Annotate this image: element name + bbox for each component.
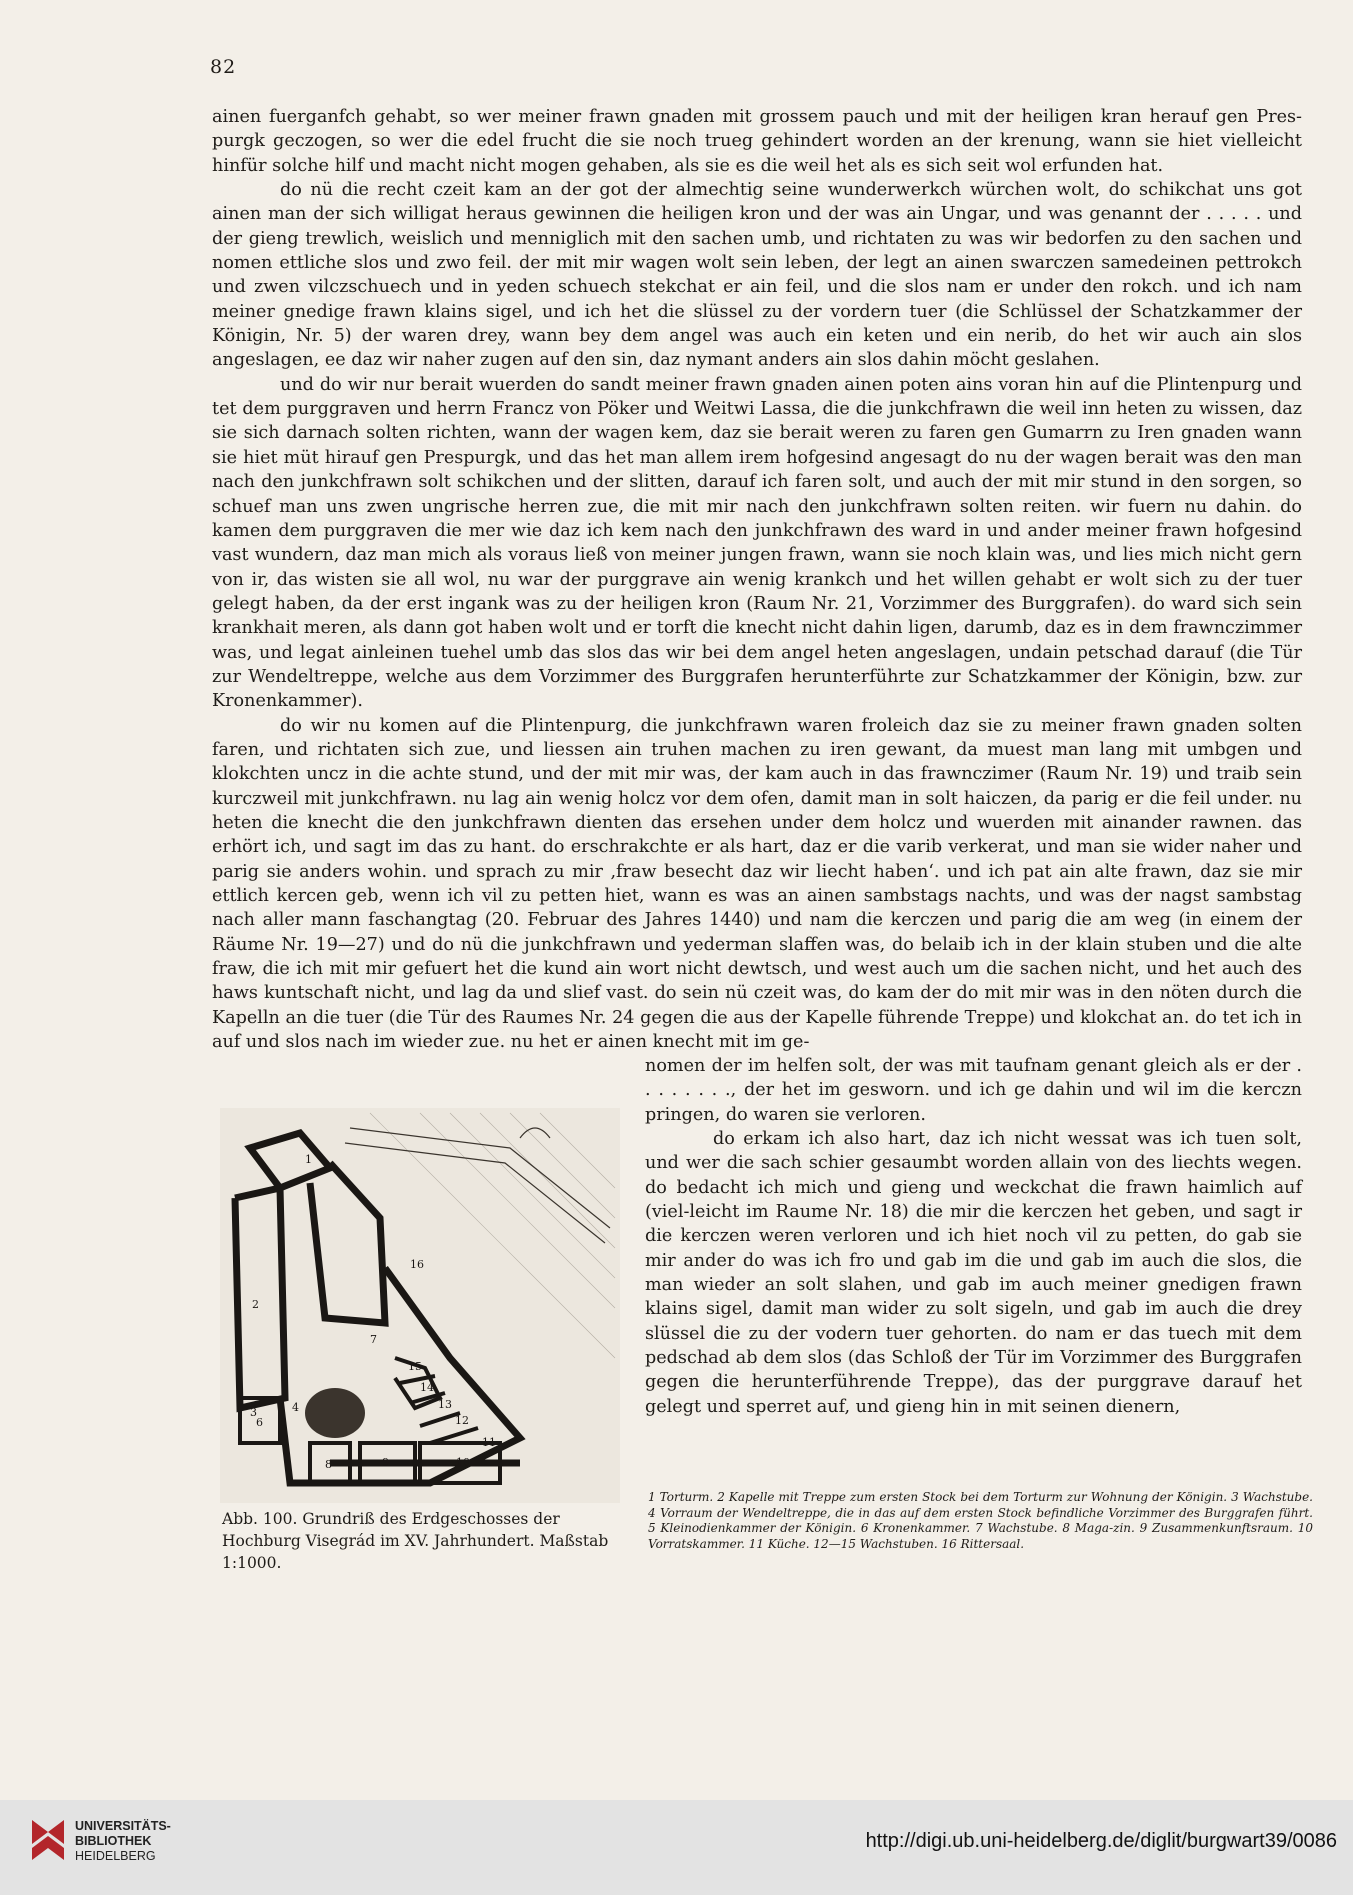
paragraph-3: und do wir nur berait wuerden do sandt meiner frawn gnaden ainen poten ains voran hin auf die Plintenpurg und tet dem purggraven und herrn Francz von Pöker und Weitwi Lassa, die die junkchfrawn die weil inn heten zu wissen, daz sie sich darnach solten richten, wann der wagen kem, daz sie berait weren zu faren gen Gumarrn zu Iren gnaden wann sie hiet müt hirauf gen Prespurgk, und das het man allem irem hofgesind angesagt do nu der wagen berait was den man nach den junkchfrawn solt schikchen und der slitten, darauf ich faren solt, und auch der mit mir stund in den sorgen, so schuef man uns zwen ungrische herren zue, die mit mir nach den junkchfrawn solten reiten. wir fuern nu dahin. do kamen dem purggraven die mer wie daz ich kem nach den junkchfrawn des ward in und ander meiner frawn hofgesind vast wundern, daz man mich als voraus ließ von meiner jungen frawn, wann sie noch klain was, und lies mich nicht gern von ir, das wisten sie all wol, nu war der purggrave ain wenig krankch und het willen gehabt er wolt sich zu der tuer gelegt haben, da der erst ingank was zu der heiligen kron (Raum Nr. 21, Vorzimmer des Burggrafen). do ward sich sein krankhait meren, als dann got haben wolt und er torft die knecht nicht dahin ligen, darumb, daz es in dem frawnczimmer was, und legat ainleinen tuehel umb das slos das wir bei dem angel heten angeslagen, undain petschad darauf (die Tür zur Wendeltreppe, welche aus dem Vorzimmer des Burggrafen herunterführte zur Schatzkammer der Königin, bzw. zur Kronenkammer).: [212, 374, 1302, 712]
room-label-15: 15: [408, 1360, 422, 1373]
footer-bar: [0, 1800, 1353, 1895]
room-label-2: 2: [252, 1298, 259, 1311]
page-number: 82: [210, 56, 237, 78]
room-label-5: 5: [280, 1416, 287, 1429]
right-paragraph-1: nomen der im helfen solt, der was mit taufnam genant gleich als er der . . . . . . . ., der het im gesworn. und ich ge dahin und wil im die kerczn pringen, do waren sie verloren.: [645, 1056, 1302, 1125]
right-paragraph-2: do erkam ich also hart, daz ich nicht wessat was ich tuen solt, und wer die sach schier gesaumbt worden allain von des liechts wegen. do bedacht ich mich und gieng und weckchat die frawn haimlich auf (viel-leicht im Raume Nr. 18) die mir die kerczen het geben, und sagt ir die kerczen weren verloren und ich hiet noch vil zu petten, do gab sie mir ander do was ich fro und gab im die und gab im auch die slos, die man wieder an solt slahen, und gab im auch meiner gnedigen frawn klains sigel, damit man wider zu solt sigeln, und gab im auch die drey slüssel die zu der vodern tuer gehorten. do nam er das tuech mit dem pedschad ab dem slos (das Schloß der Tür im Vorzimmer des Burggrafen gegen die herunterführende Treppe), das der purggrave darauf het gelegt und sperret auf, und gieng hin in mit seinen dienern,: [645, 1129, 1302, 1417]
room-label-16: 16: [410, 1258, 424, 1271]
room-label-3: 3: [250, 1406, 257, 1419]
library-name: [75, 1819, 171, 1864]
library-name-line-3: HEIDELBERG: [75, 1849, 156, 1863]
room-label-1: 1: [305, 1153, 312, 1166]
paragraph-2: do nü die recht czeit kam an der got der almechtig seine wunderwerkch würchen wolt, do schikchat uns got ainen man der sich willigat heraus gewinnen die heiligen kron und der was ain Ungar, und was genannt der . . . . . und der gieng trewlich, weislich und menniglich mit den sachen umb, und richtaten zu was wir bedorfen zu den sachen und nomen ettliche slos und zwo feil. der mit mir wagen wolt sein leben, der legt an ainen swarczen samedeinen pettrokch und zwen vilczschuech und in yeden schuech stekchat er ain feil, und die slos nam er under den rokch. und ich nam meiner gnedige frawn klains sigel, und ich het die slüssel zu der vordern tuer (die Schlüssel der Schatzkammer der Königin, Nr. 5) der waren drey, wann bey dem angel was auch ein keten und ein nerib, do het wir auch ain slos angeslagen, ee daz wir naher zugen auf den sin, daz nymant anders ain slos dahin möcht geslahen.: [212, 180, 1302, 371]
room-label-13: 13: [438, 1398, 452, 1411]
paragraph-4: do wir nu komen auf die Plintenpurg, die junkchfrawn waren froleich daz sie zu meiner frawn gnaden solten faren, und richtaten sich zue, und liessen ain truhen machen zu iren gewant, da muest man lang mit umbgen und klokchten uncz in die achte stund, und der mit mir was, der kam auch in das frawnczimer (Raum Nr. 19) und traib sein kurczweil mit junkchfrawn. nu lag ain wenig holcz vor dem ofen, damit man in solt haiczen, da parig er die feil under. nu heten die knecht die den junkchfrawn dienten das ersehen under dem holcz und wuerden mit ainander rawnen. das erhört ich, und sagt im das zu hant. do erschrakchte er als hart, daz er die varib verkerat, und man sie wider naher und parig sie anders wohin. und sprach zu mir ‚fraw besecht daz wir liecht haben‘. und ich pat ain alte frawn, daz sie mir ettlich kercen geb, wenn ich vil zu petten hiet, wann es was an ainen sambstags nachts, und was der nagst sambstag nach aller mann faschangtag (20. Februar des Jahres 1440) und nam die kerczen und parig die am weg (in einem der Räume Nr. 19—27) und do nü die junkchfrawn und yederman slaffen was, do belaib ich in der klain stuben und die alte fraw, die ich mit mir gefuert het die kund ain wort nicht dewtsch, und west auch um die sachen nicht, und het auch des haws kuntschaft nicht, und lag da und slief vast. do sein nü czeit was, do kam der do mit mir was in den nöten durch die Kapelln an die tuer (die Tür des Raumes Nr. 24 gegen die aus der Kapelle führende Treppe) und klokchat an. do tet ich in auf und slos nach im wieder zue. nu het er ainen knecht mit im ge-: [212, 715, 1302, 1053]
right-column-text: [645, 1054, 1302, 1419]
body-text: [212, 105, 1302, 1054]
room-label-10: 10: [456, 1456, 470, 1469]
room-label-12: 12: [455, 1414, 469, 1427]
library-logo-icon: [28, 1818, 68, 1862]
room-label-14: 14: [420, 1381, 434, 1394]
room-label-6: 6: [256, 1416, 263, 1429]
paragraph-1: ainen fuerganfch gehabt, so wer meiner frawn gnaden mit grossem pauch und mit der heiligen kran herauf gen Pres-purgk geczogen, so wer die edel frucht die sie noch trueg gehindert worden an der krenung, wann sie hiet vielleicht hinfür solche hilf und macht nicht mogen gehaben, als sie es die weil het als es sich seit wol erfunden hat.: [212, 107, 1302, 176]
figure-caption: Abb. 100. Grundriß des Erdgeschosses der Hochburg Visegrád im XV. Jahrhundert. Maßstab 1:1000.: [222, 1510, 609, 1572]
source-url-link[interactable]: http://digi.ub.uni-heidelberg.de/diglit/burgwart39/0086: [865, 1830, 1337, 1852]
room-label-9: 9: [382, 1456, 389, 1469]
floor-plan-drawing: [220, 1108, 620, 1503]
room-label-7: 7: [370, 1333, 377, 1346]
library-name-line-1: UNIVERSITÄTS-: [75, 1819, 171, 1833]
room-label-8: 8: [325, 1458, 332, 1471]
figure-legend: 1 Torturm. 2 Kapelle mit Treppe zum ersten Stock bei dem Torturm zur Wohnung der Königin. 3 Wachstube. 4 Vorraum der Wendeltreppe, die in das auf dem ersten Stock befindliche Vorzimmer des Burggrafen führt. 5 Kleinodienkammer der Königin. 6 Kronenkammer. 7 Wachstube. 8 Maga-zin. 9 Zusammenkunftsraum. 10 Vorratskammer. 11 Küche. 12—15 Wachstuben. 16 Rittersaal.: [648, 1490, 1313, 1551]
room-label-4: 4: [292, 1401, 299, 1414]
room-label-11: 11: [482, 1436, 496, 1449]
floor-plan-figure: [220, 1108, 620, 1503]
library-name-line-2: BIBLIOTHEK: [75, 1834, 152, 1848]
